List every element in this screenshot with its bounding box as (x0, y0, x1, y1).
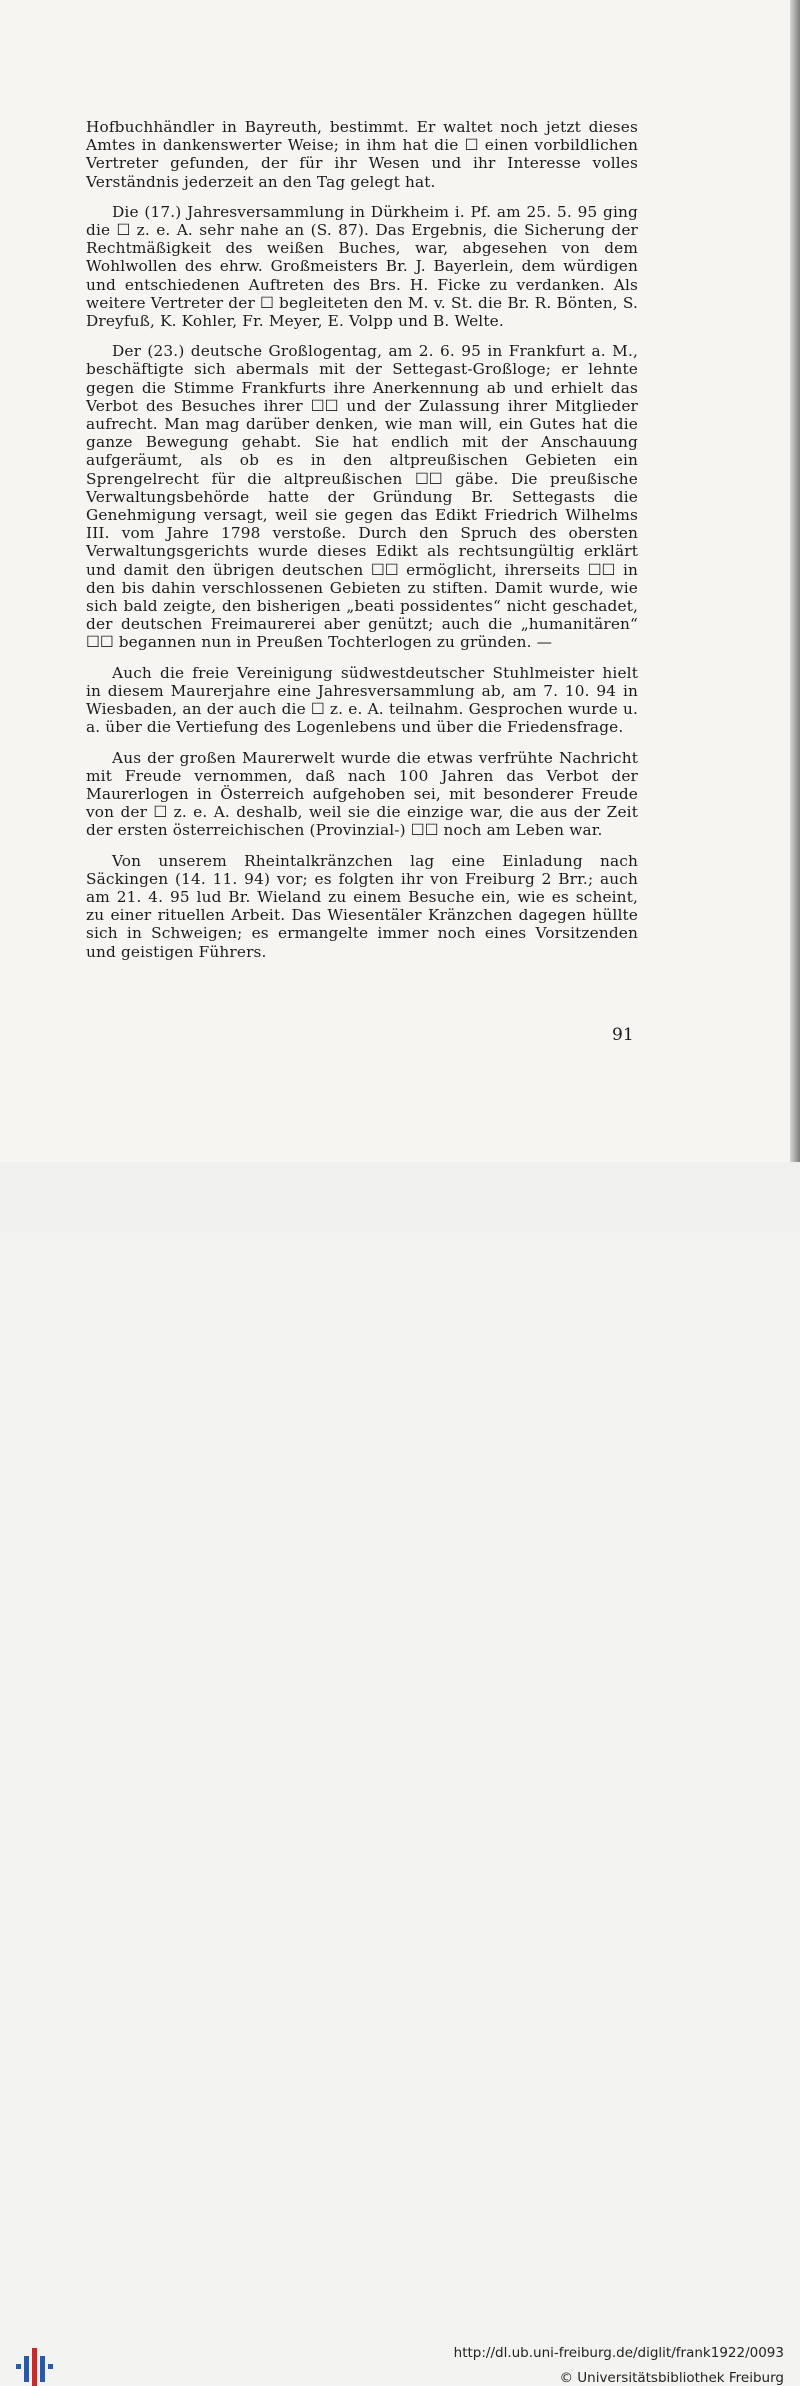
page-edge-shadow (790, 0, 800, 1162)
ub-freiburg-logo-icon (14, 2346, 54, 2386)
body-text (86, 118, 638, 973)
paragraph-1: Hofbuchhändler in Bayreuth, bestimmt. Er waltet noch jetzt dieses Amtes in dankenswerter Weise; in ihm hat die ☐ einen vorbildlichen Vertreter gefunden, der für ihr Wesen und ihr Interesse volles Verständnis jederzeit an den Tag gelegt hat. (86, 118, 638, 191)
copyright-notice: © Universitätsbibliothek Freiburg (559, 2370, 784, 2386)
scanned-page (0, 0, 800, 1162)
paragraph-4: Auch die freie Vereinigung südwestdeutscher Stuhlmeister hielt in diesem Maurerjahre eine Jahresversammlung ab, am 7. 10. 94 in Wiesbaden, an der auch die ☐ z. e. A. teilnahm. Gesprochen wurde u. a. über die Vertiefung des Logenlebens und über die Friedensfrage. (86, 663, 638, 737)
document-url[interactable]: http://dl.ub.uni-freiburg.de/diglit/frank1922/0093 (453, 2345, 784, 2361)
paragraph-3: Der (23.) deutsche Großlogentag, am 2. 6. 95 in Frankfurt a. M., beschäftigte sich abermals mit der Settegast-Großloge; er lehnte gegen die Stimme Frankfurts ihre Anerkennung ab und erhielt das Verbot des Besuches ihrer ☐☐ und der Zulassung ihrer Mitglieder aufrecht. Man mag darüber denken, wie man will, ein Gutes hat die ganze Bewegung gehabt. Sie hat endlich mit der Anschauung aufgeräumt, als ob es in den altpreußischen Gebieten ein Sprengelrecht für die altpreußischen ☐☐ gäbe. Die preußische Verwaltungsbehörde hatte der Gründung Br. Settegasts die Genehmigung versagt, weil sie gegen das Edikt Friedrich Wilhelms III. vom Jahre 1798 verstoße. Durch den Spruch des obersten Verwaltungsgerichts wurde dieses Edikt als rechtsungültig erklärt und damit den übrigen deutschen ☐☐ ermöglicht, ihrerseits ☐☐ in den bis dahin verschlossenen Gebieten zu stiften. Damit wurde, wie sich bald zeigte, den bisherigen „beati possidentes“ nicht geschadet, der deutschen Freimaurerei aber genützt; auch die „humanitären“ ☐☐ begannen nun in Preußen Tochterlogen zu gründen. — (86, 342, 638, 652)
page-number: 91 (612, 1025, 634, 1045)
paragraph-5: Aus der großen Maurerwelt wurde die etwas verfrühte Nachricht mit Freude vernommen, daß nach 100 Jahren das Verbot der Maurerlogen in Österreich aufgehoben sei, mit besonderer Freude von der ☐ z. e. A. deshalb, weil sie die einzige war, die aus der Zeit der ersten österreichischen (Provinzial-) ☐☐ noch am Leben war. (86, 748, 638, 840)
paragraph-6: Von unserem Rheintalkränzchen lag eine Einladung nach Säckingen (14. 11. 94) vor; es folgten ihr von Freiburg 2 Brr.; auch am 21. 4. 95 lud Br. Wieland zu einem Besuche ein, wie es scheint, zu einer rituellen Arbeit. Das Wiesentäler Kränzchen dagegen hüllte sich in Schweigen; es ermangelte immer noch eines Vorsitzenden und geistigen Führers. (86, 851, 638, 961)
paragraph-2: Die (17.) Jahresversammlung in Dürkheim i. Pf. am 25. 5. 95 ging die ☐ z. e. A. sehr nahe an (S. 87). Das Ergebnis, die Sicherung der Rechtmäßigkeit des weißen Buches, war, abgesehen von dem Wohlwollen des ehrw. Großmeisters Br. J. Bayerlein, dem würdigen und entschiedenen Auftreten des Brs. H. Ficke zu verdanken. Als weitere Vertreter der ☐ begleiteten den M. v. St. die Br. R. Bönten, S. Dreyfuß, K. Kohler, Fr. Meyer, E. Volpp und B. Welte. (86, 202, 638, 331)
viewer-footer (0, 1162, 800, 2386)
